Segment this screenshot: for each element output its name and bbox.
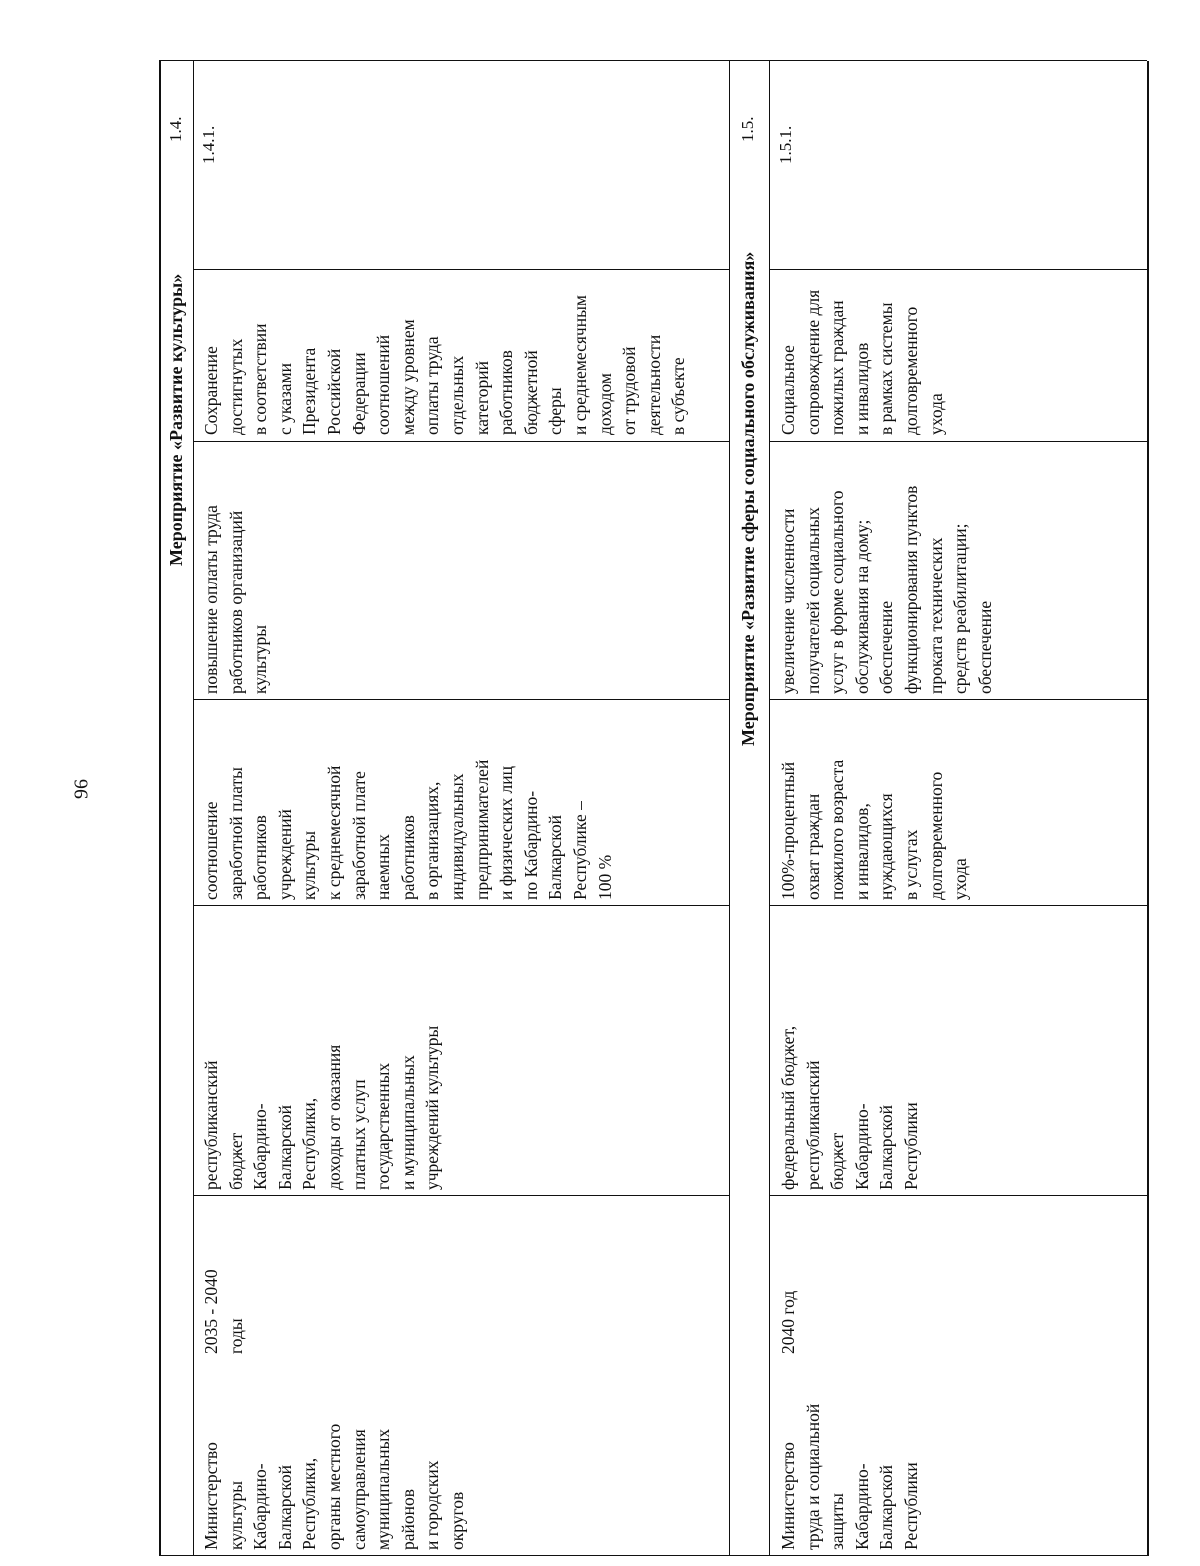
indicator-line: Балкарской xyxy=(545,815,566,900)
period-cell xyxy=(199,1204,248,1354)
purpose-line: функционирования пунктов xyxy=(900,485,921,694)
section-title: Мероприятие «Развитие сферы социального обслуживания» xyxy=(738,251,758,746)
executor-line: Балкарской xyxy=(274,1465,295,1550)
activity-line: доходом xyxy=(594,373,615,435)
indicator-line: учреждений xyxy=(274,809,295,900)
purpose-line: услуг в форме социального xyxy=(827,490,848,694)
table-border-above-section-1-5 xyxy=(729,61,730,1556)
sources-line: платных услуп xyxy=(348,1079,369,1190)
activity-line: в рамках системы xyxy=(876,302,897,435)
period-line: 2035 - 2040 xyxy=(201,1269,221,1354)
page-number: 96 xyxy=(70,779,93,799)
activity-line: пожилых граждан xyxy=(827,300,848,435)
executor-line: муниципальных xyxy=(373,1428,394,1550)
section-title: Мероприятие «Развитие культуры» xyxy=(166,273,186,566)
activity-line: Российской xyxy=(323,348,344,435)
purpose-line: увеличение численности xyxy=(778,508,798,694)
indicator-line: ухода xyxy=(950,858,971,900)
section-number: 1.5. xyxy=(738,116,757,142)
purpose-line: повышение оплаты труда xyxy=(201,505,221,694)
section-number: 1.4. xyxy=(166,116,185,142)
row-number: 1.5.1. xyxy=(776,125,795,164)
executor-line: защиты xyxy=(827,1493,848,1550)
indicator-line: и инвалидов, xyxy=(851,803,872,900)
period-line: годы xyxy=(225,1318,246,1354)
column-divider-sources xyxy=(193,441,729,442)
purpose-cell xyxy=(199,444,273,694)
executor-line: и городских xyxy=(422,1460,443,1550)
indicator-line: и физических лиц xyxy=(496,766,517,900)
indicator-line: индивидуальных xyxy=(446,773,467,900)
executor-line: культуры xyxy=(225,1481,246,1550)
column-divider-number xyxy=(159,1555,1147,1556)
activity-line: в соответствии xyxy=(250,323,271,435)
sources-line: федеральный бюджет, xyxy=(778,1025,798,1190)
activity-line: от трудовой xyxy=(619,346,640,435)
activity-line: ухода xyxy=(925,393,946,435)
activity-line: деятельности xyxy=(643,334,664,435)
indicator-line: заработной платы xyxy=(225,767,246,900)
funding-sources-cell xyxy=(776,905,924,1190)
activity-line: бюджетной xyxy=(520,350,541,435)
indicator-line: к среднемесячной xyxy=(323,765,344,900)
executor-line: Министерство xyxy=(778,1442,798,1550)
funding-sources-cell xyxy=(199,905,445,1190)
column-divider-activity xyxy=(769,1195,1147,1196)
activity-line: соотношений xyxy=(373,334,394,435)
sources-line: Кабардино- xyxy=(250,1103,271,1190)
purpose-line: обеспечение xyxy=(876,600,897,694)
activity-line: в субъекте xyxy=(668,357,689,435)
indicator-line: наемных xyxy=(373,834,394,900)
table-border-under-section-1-5 xyxy=(769,61,770,1556)
executor-cell xyxy=(776,1360,924,1550)
period-line: 2040 год xyxy=(778,1290,798,1354)
indicator-line: в организациях, xyxy=(422,781,443,900)
indicator-line: 100%-процентный xyxy=(778,761,798,900)
indicator-line: нуждающихся xyxy=(876,793,897,900)
executor-line: органы местного xyxy=(323,1423,344,1550)
activity-line: между уровнем xyxy=(397,319,418,435)
indicator-line: работников xyxy=(397,815,418,900)
activity-line: и инвалидов xyxy=(851,342,872,435)
indicator-line: пожилого возраста xyxy=(827,759,848,900)
indicator-line: работников xyxy=(250,815,271,900)
purpose-line: обеспечение xyxy=(974,600,995,694)
purpose-line: обслуживания на дому; xyxy=(851,519,872,694)
executor-line: Кабардино- xyxy=(250,1463,271,1550)
executor-line: труда и социальной xyxy=(802,1403,823,1550)
indicator-line: 100 % xyxy=(594,854,615,900)
executor-line: районов xyxy=(397,1488,418,1550)
indicator-line: Республике – xyxy=(569,801,590,900)
executor-line: округов xyxy=(446,1491,467,1550)
executor-line: Республики, xyxy=(299,1457,320,1550)
purpose-line: проката технических xyxy=(925,537,946,694)
column-divider-sources xyxy=(769,441,1147,442)
activity-line: Федерации xyxy=(348,352,369,435)
executor-line: Министерство xyxy=(201,1442,221,1550)
sources-line: республиканский xyxy=(802,1060,823,1190)
sources-line: учреждений культуры xyxy=(422,1025,443,1190)
indicator-line: в услугах xyxy=(900,829,921,900)
column-divider-number-end xyxy=(159,60,1147,61)
purpose-line: получателей социальных xyxy=(802,507,823,694)
purpose-line: культуры xyxy=(250,625,271,694)
purpose-line: средств реабилитации; xyxy=(950,523,971,694)
activity-line: достигнутых xyxy=(225,338,246,435)
sources-line: государственных xyxy=(373,1062,394,1190)
table-border-bottom xyxy=(1147,61,1149,1556)
activity-line: отдельных xyxy=(446,355,467,435)
table-border-under-section-1-4 xyxy=(193,61,194,1556)
activity-line: оплаты труда xyxy=(422,336,443,435)
sources-line: Кабардино- xyxy=(851,1103,872,1190)
sources-line: Балкарской xyxy=(876,1105,897,1190)
activity-line: Социальное xyxy=(778,345,798,435)
purpose-line: работников организаций xyxy=(225,510,246,694)
indicator-line: предпринимателей xyxy=(471,759,492,900)
column-divider-indicator xyxy=(193,699,729,700)
executor-cell xyxy=(199,1360,470,1550)
indicator-line: культуры xyxy=(299,831,320,900)
executor-line: Республики xyxy=(900,1462,921,1550)
executor-line: Кабардино- xyxy=(851,1463,872,1550)
sources-line: Балкарской xyxy=(274,1105,295,1190)
column-divider-indicator xyxy=(769,699,1147,700)
table-border-top xyxy=(159,61,161,1556)
executor-line: самоуправления xyxy=(348,1429,369,1550)
activity-line: Президента xyxy=(299,347,320,435)
indicator-line: соотношение xyxy=(201,801,221,900)
activity-line: Сохранение xyxy=(201,346,221,435)
activity-cell xyxy=(199,265,691,435)
indicator-line: заработной плате xyxy=(348,771,369,900)
sources-line: Республики, xyxy=(299,1097,320,1190)
indicator-line: охват граждан xyxy=(802,793,823,900)
purpose-cell xyxy=(776,444,997,694)
period-cell xyxy=(776,1204,801,1354)
sources-line: Республики xyxy=(900,1102,921,1190)
row-number: 1.4.1. xyxy=(199,125,218,164)
sources-line: и муниципальных xyxy=(397,1055,418,1190)
indicator-cell xyxy=(199,702,617,900)
activity-line: с указами xyxy=(274,362,295,435)
activity-line: работников xyxy=(496,350,517,435)
activity-line: сопровождение для xyxy=(802,289,823,435)
activity-line: сферы xyxy=(545,387,566,435)
indicator-line: долговременного xyxy=(925,771,946,900)
sources-line: республиканский xyxy=(201,1060,221,1190)
sources-line: доходы от оказания xyxy=(323,1044,344,1190)
sources-line: бюджет xyxy=(827,1132,848,1190)
indicator-line: по Кабардино- xyxy=(520,790,541,900)
activity-line: категорий xyxy=(471,361,492,435)
activity-line: и среднемесячным xyxy=(569,295,590,435)
activity-line: долговременного xyxy=(900,306,921,435)
sources-line: бюджет xyxy=(225,1132,246,1190)
activity-cell xyxy=(776,265,948,435)
indicator-cell xyxy=(776,702,973,900)
executor-line: Балкарской xyxy=(876,1465,897,1550)
column-divider-activity xyxy=(193,1195,729,1196)
